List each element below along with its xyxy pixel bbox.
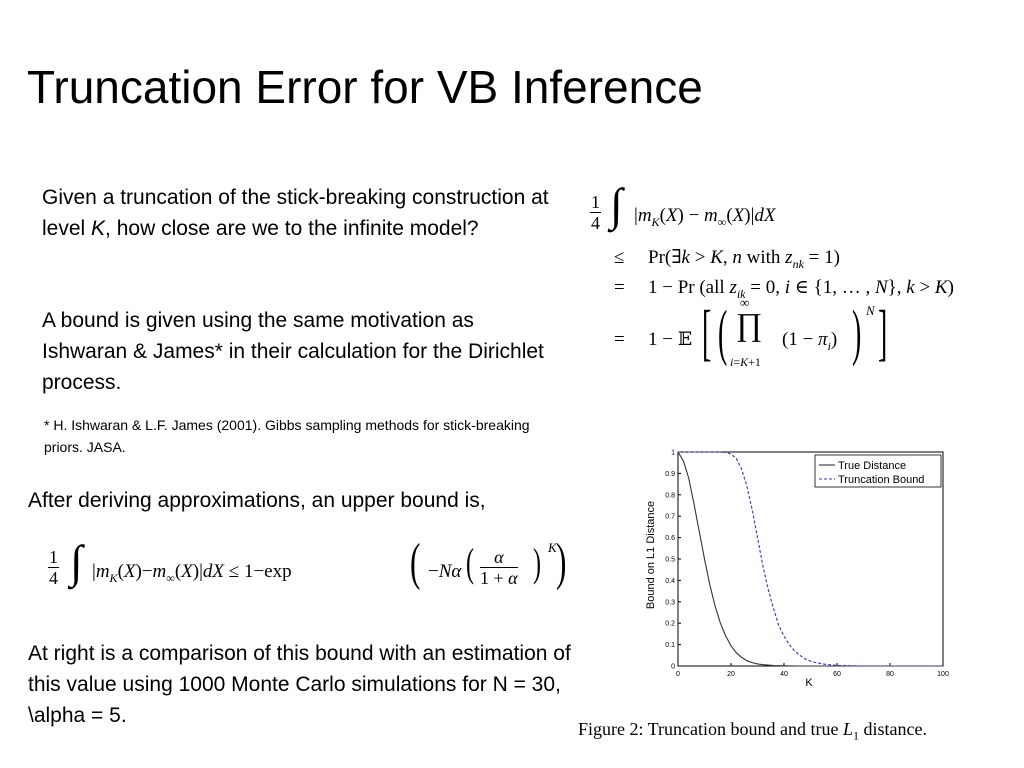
x-tick-label: 40 (780, 671, 788, 678)
x-axis-label: K (805, 677, 813, 689)
y-tick-label: 0 (671, 663, 675, 671)
x-tick-label: 0 (676, 671, 680, 678)
caption-sub: 1 (853, 728, 859, 743)
intro-variable-k: K (91, 217, 106, 240)
comparison-paragraph: At right is a comparison of this bound with an estimation of this value using 1000 Monte Carlo simulations for N = 30, \alpha = 5. (28, 642, 571, 727)
slide-title: Truncation Error for VB Inference (27, 61, 703, 113)
upper-bound-equation: $\frac{1}{4}$ ∫ $|m_K(X)-m_\infty(X)|dX \le 1-\exp$ ( −Nα ( $\frac{\alpha}{1 + \alpha}$ ) K ) (49, 534, 567, 591)
y-tick-label: 0.3 (665, 599, 675, 607)
truncation-chart (636, 440, 966, 692)
y-tick-label: 0.2 (665, 620, 675, 628)
motivation-paragraph: A bound is given using the same motivation as Ishwaran & James* in their calculation for the Dirichlet process. (42, 309, 544, 394)
x-tick-label: 80 (886, 671, 894, 678)
intro-text-after: , how close are we to the infinite model? (105, 217, 479, 240)
derivation-equations: $\frac{1}{4}$ ∫ $|m_K(X) - m_\infty(X)|dX$ ≤ Pr(∃k > K, n with $z_{nk} = 1$) = 1 − Pr (all $z_{ik} = 0$, i ∈ {1, … , N}, k > K) = 1 − 𝔼 [ ( ∞ ∏ i=K+1 $(1 - \pi_i)$ ) N ] (591, 179, 954, 369)
x-tick-label: 20 (727, 671, 735, 678)
y-tick-label: 0.6 (665, 535, 675, 543)
x-tick-label: 100 (937, 671, 949, 678)
intro-paragraph (42, 182, 552, 244)
legend-label: Truncation Bound (838, 474, 925, 486)
figure-caption (578, 719, 927, 744)
y-tick-label: 0.4 (665, 577, 675, 585)
y-tick-label: 0.1 (665, 642, 675, 650)
x-tick-label: 60 (833, 671, 841, 678)
caption-suffix: distance. (859, 719, 927, 739)
bound-intro-paragraph: After deriving approximations, an upper bound is, (28, 489, 486, 512)
y-tick-label: 1 (671, 449, 675, 457)
intro-text-before: Given a truncation of the stick-breaking construction at level (42, 186, 549, 240)
y-axis-label: Bound on L1 Distance (645, 500, 657, 610)
y-tick-label: 0.8 (665, 492, 675, 500)
caption-prefix: Figure 2: Truncation bound and true (578, 719, 843, 739)
y-tick-label: 0.7 (665, 513, 675, 521)
y-tick-label: 0.5 (665, 556, 675, 564)
y-tick-label: 0.9 (665, 470, 675, 478)
legend-label: True Distance (838, 460, 907, 472)
reference-footnote: * H. Ishwaran & L.F. James (2001). Gibbs sampling methods for stick-breaking priors. JASA. (44, 417, 530, 455)
caption-var: L (842, 719, 853, 739)
